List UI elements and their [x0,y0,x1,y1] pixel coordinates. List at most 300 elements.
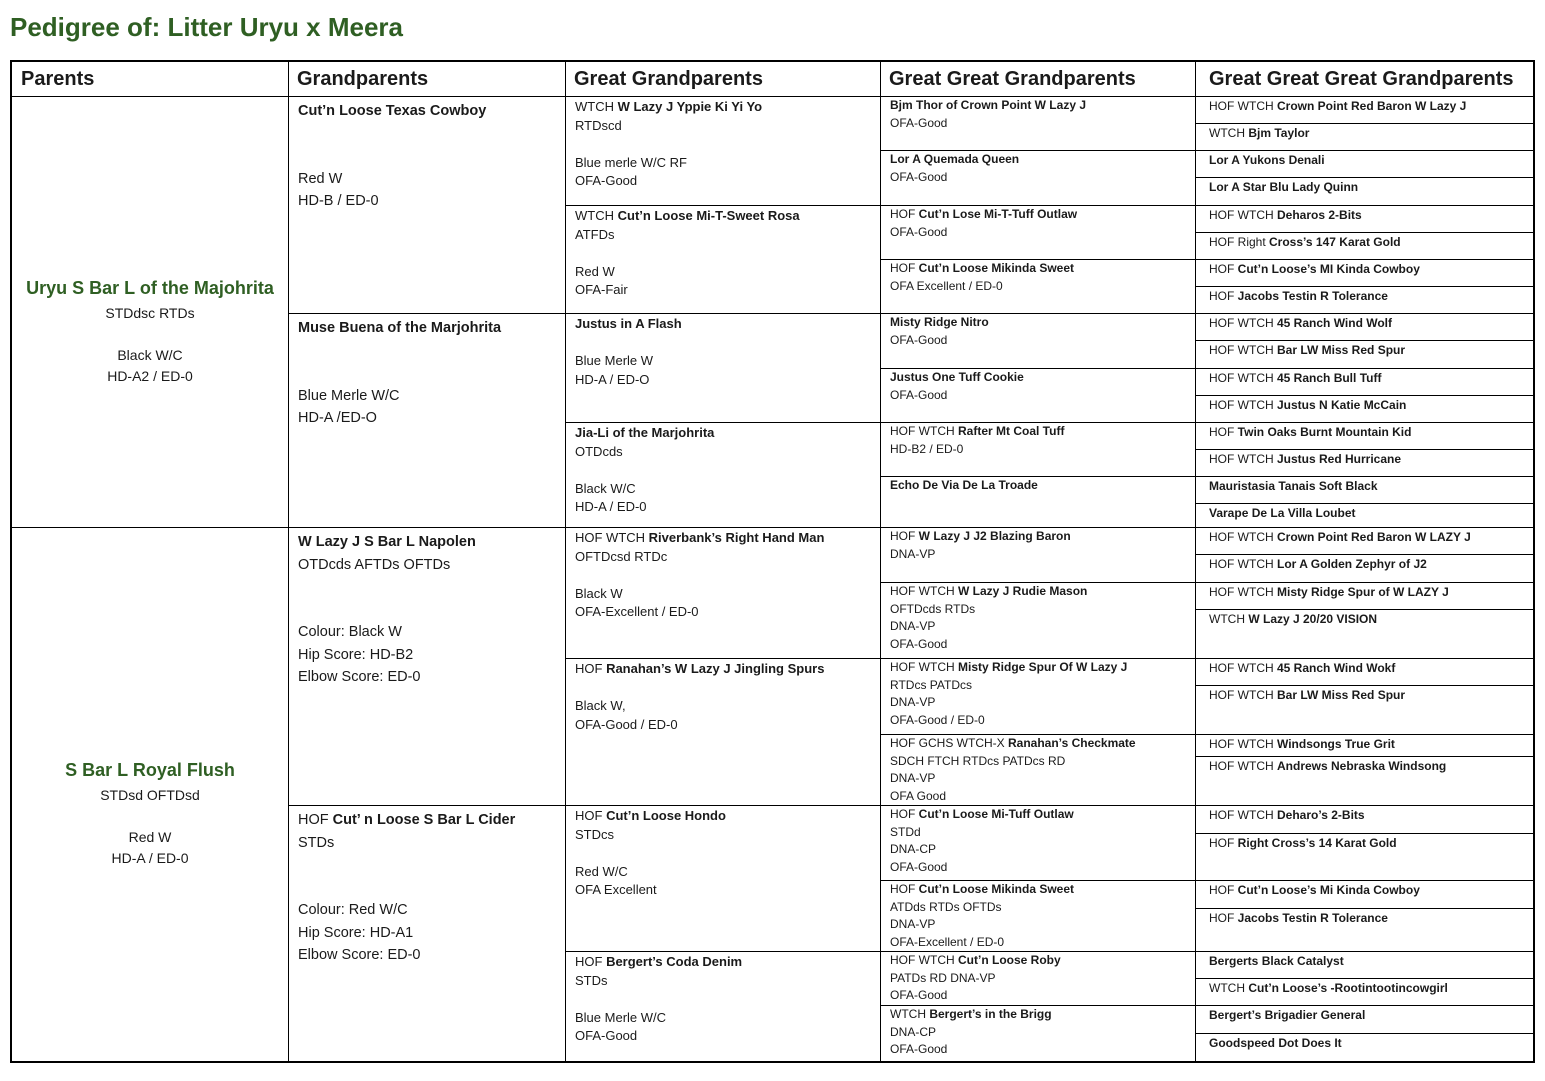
dog-name: W Lazy J 20/20 VISION [1248,612,1378,626]
great-great-great-grandparent-entry [1209,687,1533,704]
row-divider [1195,880,1533,881]
great-grandparent-entry-name [575,207,876,226]
dog-detail: Black W [575,585,623,601]
great-great-great-grandparent-entry-name [1209,584,1533,601]
dog-detail: Blue Merle W [575,353,654,368]
dog-detail: Colour: Black W [298,624,402,640]
title-prefix: HOF [890,882,919,896]
great-grandparent-entry [575,660,876,734]
title-prefix: HOF WTCH [1209,99,1277,113]
great-great-great-grandparent-entry-name [1209,370,1533,387]
great-grandparent-entry [575,424,876,517]
row-divider [1195,449,1533,450]
row-divider [565,205,880,206]
great-great-great-grandparent-entry [1209,261,1533,278]
dog-name: Echo De Via De La Troade [890,478,1038,492]
great-great-great-grandparent-entry [1209,451,1533,468]
great-great-great-grandparent-entry [1209,882,1533,899]
dog-name: Bergert’s Brigadier General [1209,1008,1366,1022]
dog-name: Goodspeed Dot Does It [1209,1036,1342,1050]
great-great-great-grandparent-entry-name [1209,424,1533,441]
row-divider [1195,150,1533,151]
great-grandparent-entry [575,807,876,900]
dog-name: Deharo’s 2-Bits [1277,808,1365,822]
great-great-great-grandparent-entry [1209,835,1533,852]
great-great-grandparent-entry-name [890,881,1191,899]
dog-detail: ATDds RTDs OFTDs [890,899,1002,914]
great-great-grandparent-entry [890,206,1191,241]
parent-detail [12,806,288,827]
dog-detail: HD-A /ED-O [298,410,377,426]
great-grandparent-entry-name [575,953,876,972]
great-grandparent-entry-name [575,529,876,548]
dog-name: Bar LW Miss Red Spur [1277,343,1406,357]
great-grandparent-entry-name [575,807,876,826]
dog-name: Jia-Li of the Marjohrita [575,425,715,440]
title-prefix: HOF WTCH [1209,557,1277,571]
title-prefix: HOF [1209,262,1238,276]
parent-name: S Bar L Royal Flush [65,760,235,780]
great-great-great-grandparent-entry-name [1209,315,1533,332]
dog-name: Justus in A Flash [575,316,682,331]
dog-detail: DNA-VP [890,695,936,709]
dog-detail [575,334,876,353]
dog-name: Windsongs True Grit [1277,737,1395,751]
dog-name: Crown Point Red Baron W LAZY J [1277,530,1471,544]
dog-detail: OFA-Good [575,173,638,188]
grandparent-entry [298,317,561,430]
dog-detail: RTDcs PATDcs [890,677,973,692]
great-great-grandparent-entry-name [890,583,1191,601]
title-prefix: HOF WTCH [890,424,958,438]
title-prefix: HOF [890,207,919,221]
title-prefix: HOF WTCH [1209,530,1277,544]
great-great-grandparent-entry [890,881,1191,951]
great-great-great-grandparent-entry-name [1209,882,1533,899]
dog-name: 45 Ranch Wind Wokf [1277,661,1396,675]
dog-detail: DNA-VP [890,917,936,931]
row-divider [1195,805,1533,806]
title-prefix: HOF [1209,425,1238,439]
great-great-great-grandparent-entry [1209,736,1533,753]
title-prefix: HOF [1209,911,1238,925]
great-great-great-grandparent-entry [1209,1035,1533,1052]
row-divider [1195,582,1533,583]
title-prefix: HOF WTCH [575,530,649,545]
title-prefix: HOF [575,954,607,969]
dog-name: Lor A Quemada Queen [890,152,1020,166]
title-prefix: HOF WTCH [1209,737,1277,751]
great-great-grandparent-entry [890,528,1191,563]
row-divider [288,313,565,314]
great-great-grandparent-entry-name [890,477,1191,495]
dog-detail: OFTDcsd RTDc [575,548,668,564]
title-prefix: HOF [1209,289,1238,303]
pedigree-table [10,60,1535,1063]
great-great-grandparent-entry [890,806,1191,876]
dog-detail: OFA-Good [890,988,948,1002]
dog-name: Cut’n Loose’s MI Kinda Cowboy [1237,262,1420,276]
dog-detail: Red W/C [575,863,628,879]
dog-detail: OFA-Good [890,332,948,347]
grandparent-entry-name [298,809,561,832]
dog-name: Cut’n Loose Mikinda Sweet [918,882,1075,896]
great-great-great-grandparent-entry-name [1209,660,1533,677]
title-prefix: HOF [575,661,607,676]
great-grandparent-entry [575,315,876,389]
parent-name: Uryu S Bar L of the Majohrita [26,277,274,298]
dog-detail: OFA Excellent / ED-0 [890,278,1003,293]
column-header: Grandparents [297,68,429,90]
dog-detail: OFA-Good [575,1028,638,1043]
great-great-great-grandparent-entry [1209,179,1533,196]
title-prefix: HOF WTCH [1209,452,1277,466]
dog-detail: OFA-Good / ED-0 [890,712,985,727]
great-grandparent-entry-name [575,660,876,679]
dog-name: Lor A Yukons Denali [1209,153,1325,167]
column-header: Parents [21,68,95,90]
dog-detail [575,244,876,263]
great-great-great-grandparent-entry [1209,758,1533,775]
title-prefix: HOF [890,261,919,275]
great-great-great-grandparent-entry-name [1209,1007,1533,1024]
dog-name: Cut’n Loose Hondo [606,808,726,823]
dog-detail: OFA Good [890,788,947,803]
row-divider [1195,503,1533,504]
great-great-grandparent-entry [890,659,1191,729]
great-great-great-grandparent-entry-name [1209,1035,1533,1052]
row-divider [1195,833,1533,834]
great-grandparent-entry [575,98,876,191]
great-great-great-grandparent-entry [1209,288,1533,305]
dog-detail: STDs [575,972,608,988]
parent-detail: STDdsc RTDs [105,304,195,321]
dog-detail [575,844,876,863]
title-prefix: HOF [890,529,919,543]
dog-detail: RTDscd [575,117,622,133]
great-great-great-grandparent-entry [1209,1007,1533,1024]
great-great-grandparent-entry [890,477,1191,495]
row-divider [1195,527,1533,528]
row-divider [1195,476,1533,477]
title-prefix: HOF [298,812,333,828]
great-great-great-grandparent-entry [1209,234,1533,251]
great-great-great-grandparent-entry-name [1209,736,1533,753]
grandparent-entry-name [298,100,561,123]
great-great-great-grandparent-entry-name [1209,125,1533,142]
great-great-great-grandparent-entry [1209,556,1533,573]
great-grandparent-entry [575,953,876,1046]
great-great-great-grandparent-entry-name [1209,687,1533,704]
dog-detail: SDCH FTCH RTDcs PATDcs RD [890,753,1066,768]
dog-detail: Black W/C [575,480,636,496]
great-great-grandparent-entry-name [890,735,1191,753]
dog-detail: OFA-Good / ED-0 [575,716,678,732]
title-prefix: HOF [575,808,607,823]
dog-name: Muse Buena of the Marjohrita [298,320,502,336]
spacer [298,123,561,168]
row-divider [1195,1005,1533,1006]
row-divider [1195,908,1533,909]
dog-name: Bergert’s in the Brigg [929,1007,1052,1021]
row-divider [1195,658,1533,659]
row-divider [1195,123,1533,124]
dog-name: Jacobs Testin R Tolerance [1237,911,1388,925]
great-great-great-grandparent-entry [1209,953,1533,970]
great-great-great-grandparent-entry [1209,152,1533,169]
dog-detail: DNA-VP [890,771,936,785]
great-great-great-grandparent-entry-name [1209,953,1533,970]
dog-name: Crown Point Red Baron W Lazy J [1277,99,1467,113]
dog-name: Justus Red Hurricane [1277,452,1402,466]
row-divider [1195,1033,1533,1034]
great-great-great-grandparent-entry-name [1209,611,1533,628]
great-great-grandparent-entry-name [890,423,1191,441]
dog-detail: HD-A / ED-O [575,371,650,387]
dog-detail: PATDs RD DNA-VP [890,970,996,985]
great-great-grandparent-entry-name [890,528,1191,546]
dog-name: 45 Ranch Wind Wolf [1277,316,1393,330]
great-great-great-grandparent-entry-name [1209,98,1533,115]
great-great-grandparent-entry-name [890,151,1191,169]
great-great-great-grandparent-entry-name [1209,342,1533,359]
dog-detail: Black W, [575,698,626,713]
great-great-grandparent-entry [890,583,1191,653]
column-header: Great Grandparents [574,68,763,90]
dog-detail: OFTDcds RTDs [890,601,976,616]
row-divider [1195,756,1533,757]
row-divider [1195,554,1533,555]
dog-detail: DNA-VP [890,619,936,633]
dog-detail [575,461,876,480]
dog-name: Twin Oaks Burnt Mountain Kid [1237,425,1412,439]
dog-detail: HD-A / ED-0 [575,499,647,514]
dog-detail: Elbow Score: ED-0 [298,947,421,963]
column-header: Great Great Grandparents [889,68,1136,90]
grandparent-entry [298,531,561,689]
dog-detail: STDcs [575,826,614,842]
title-prefix: HOF WTCH [890,660,958,674]
dog-name: Riverbank’s Right Hand Man [648,530,825,545]
great-great-great-grandparent-entry [1209,660,1533,677]
page-title: Pedigree of: Litter Uryu x Meera [10,12,403,42]
great-great-great-grandparent-entry-name [1209,980,1533,997]
dog-name: Rafter Mt Coal Tuff [958,424,1065,438]
row-divider [1195,422,1533,423]
column-header: Great Great Great Grandparents [1209,68,1514,90]
dog-detail: DNA-VP [890,546,936,561]
great-great-grandparent-entry [890,952,1191,1005]
dog-detail: Colour: Red W/C [298,902,408,918]
great-great-great-grandparent-entry [1209,98,1533,115]
great-great-great-grandparent-entry [1209,125,1533,142]
dog-name: Bar LW Miss Red Spur [1277,688,1406,702]
title-prefix: HOF [890,807,919,821]
great-great-grandparent-entry [890,314,1191,349]
great-great-grandparent-entry-name [890,1006,1191,1024]
great-great-great-grandparent-entry [1209,611,1533,628]
dog-name: Cut’n Loose Mi-Tuff Outlaw [918,807,1074,821]
dog-detail: Red W [575,263,615,279]
great-great-great-grandparent-entry-name [1209,397,1533,414]
grandparent-entry-name [298,317,561,340]
dog-name: Bergerts Black Catalyst [1209,954,1344,968]
dog-detail: OTDcds [575,443,623,459]
row-divider [1195,951,1533,952]
great-great-great-grandparent-entry-name [1209,529,1533,546]
row-divider [1195,177,1533,178]
dog-name: Bergert’s Coda Denim [606,954,743,969]
dog-name: Right Cross’s 14 Karat Gold [1237,836,1397,850]
great-great-great-grandparent-entry-name [1209,152,1533,169]
row-divider [1195,286,1533,287]
parent-detail: Black W/C [117,346,183,363]
row-divider [1195,978,1533,979]
row-divider [288,805,565,806]
dog-detail: Hip Score: HD-A1 [298,924,414,941]
row-divider [1195,259,1533,260]
title-prefix: WTCH [1209,126,1249,140]
dog-name: 45 Ranch Bull Tuff [1277,371,1382,385]
dog-detail: HD-B2 / ED-0 [890,441,964,456]
title-prefix: WTCH [890,1007,930,1021]
dog-detail: OFA-Fair [575,282,628,297]
dog-name: W Lazy J Rudie Mason [958,584,1088,598]
row-divider [1195,205,1533,206]
dog-name: Cross’s 147 Karat Gold [1269,235,1401,249]
dog-name: Andrews Nebraska Windsong [1277,759,1447,773]
dog-detail: OFA-Good [890,636,948,651]
dog-name: W Lazy J Yppie Ki Yi Yo [617,99,763,114]
dog-detail: OFA-Good [890,859,948,874]
title-prefix: HOF [1209,883,1238,897]
column-divider [880,62,881,1061]
dog-detail [298,576,561,599]
dog-detail: ATFDs [575,226,615,242]
dog-detail [575,990,876,1009]
great-great-grandparent-entry [890,260,1191,295]
great-great-great-grandparent-entry [1209,424,1533,441]
row-divider [565,313,880,314]
grandparent-entry [298,809,561,967]
dog-detail [575,679,876,698]
dog-detail: Red W [298,170,343,187]
great-great-great-grandparent-entry-name [1209,807,1533,824]
row-divider [565,805,880,806]
dog-detail: DNA-CP [890,842,937,856]
dog-name: Varape De La Villa Loubet [1209,506,1356,520]
dog-name: Ranahan’s W Lazy J Jingling Spurs [606,661,825,676]
great-great-great-grandparent-entry [1209,910,1533,927]
dog-detail [298,854,561,877]
great-great-great-grandparent-entry-name [1209,478,1533,495]
dog-name: Misty Ridge Spur Of W Lazy J [958,660,1128,674]
generation-divider [12,527,565,528]
great-great-great-grandparent-entry-name [1209,179,1533,196]
great-great-grandparent-entry [890,369,1191,404]
title-prefix: HOF WTCH [1209,371,1277,385]
dog-name: Lor A Star Blu Lady Quinn [1209,180,1359,194]
title-prefix: HOF WTCH [1209,688,1277,702]
dog-detail: Blue Merle W/C [298,387,400,404]
dog-detail: OFA-Good [890,1042,948,1056]
title-prefix: WTCH [1209,612,1249,626]
great-great-great-grandparent-entry [1209,980,1533,997]
dog-detail [575,566,876,585]
row-divider [1195,685,1533,686]
parent-detail: Red W [128,829,172,845]
great-great-great-grandparent-entry [1209,342,1533,359]
title-prefix: HOF WTCH [1209,661,1277,675]
dog-name: Deharos 2-Bits [1277,208,1362,222]
dog-detail: Hip Score: HD-B2 [298,646,414,663]
title-prefix: HOF WTCH [1209,759,1277,773]
great-great-great-grandparent-entry [1209,370,1533,387]
header-divider [12,96,1533,97]
great-great-grandparent-entry-name [890,314,1191,332]
great-great-great-grandparent-entry [1209,207,1533,224]
title-prefix: WTCH [1209,981,1249,995]
column-divider [288,62,289,1061]
great-great-great-grandparent-entry-name [1209,910,1533,927]
dog-name: Bjm Taylor [1248,126,1310,140]
parent-detail [12,324,288,345]
great-great-great-grandparent-entry [1209,807,1533,824]
row-divider [1195,232,1533,233]
dog-detail [575,135,876,154]
dog-name: Justus N Katie McCain [1277,398,1407,412]
dog-detail: STDd [890,824,921,839]
title-prefix: HOF WTCH [1209,398,1277,412]
great-great-great-grandparent-entry [1209,584,1533,601]
great-great-great-grandparent-entry-name [1209,758,1533,775]
great-great-great-grandparent-entry-name [1209,505,1533,522]
great-great-great-grandparent-entry [1209,505,1533,522]
title-prefix: HOF [1209,836,1238,850]
title-prefix: HOF Right [1209,235,1270,249]
row-divider [1195,313,1533,314]
great-great-great-grandparent-entry [1209,529,1533,546]
great-grandparent-entry [575,207,876,300]
column-divider [1195,62,1196,1061]
great-great-great-grandparent-entry-name [1209,234,1533,251]
great-great-grandparent-entry-name [890,806,1191,824]
row-divider [565,658,880,659]
great-great-grandparent-entry-name [890,260,1191,278]
dog-detail: OFA-Good [890,224,948,239]
dog-detail: Blue merle W/C RF [575,154,687,170]
dog-name: Lor A Golden Zephyr of J2 [1277,557,1427,571]
great-great-great-grandparent-entry-name [1209,207,1533,224]
dog-detail: OFA-Excellent / ED-0 [890,934,1005,949]
row-divider [1195,368,1533,369]
title-prefix: HOF GCHS WTCH-X [890,736,1008,750]
great-great-great-grandparent-entry-name [1209,451,1533,468]
dog-name: Cut’n Loose Mi-T-Sweet Rosa [617,208,800,223]
dog-name: Bjm Thor of Crown Point W Lazy J [890,98,1086,112]
great-grandparent-entry-name [575,424,876,443]
row-divider [565,527,880,528]
dog-name: Jacobs Testin R Tolerance [1237,289,1388,303]
great-great-grandparent-entry [890,97,1191,132]
great-great-great-grandparent-entry [1209,315,1533,332]
dog-name: Mauristasia Tanais Soft Black [1209,479,1378,493]
parent-entry [12,760,288,869]
title-prefix: HOF WTCH [890,584,958,598]
dog-name: Misty Ridge Nitro [890,315,989,329]
dog-name: Cut’n Loose Roby [958,953,1061,967]
column-divider [565,62,566,1061]
